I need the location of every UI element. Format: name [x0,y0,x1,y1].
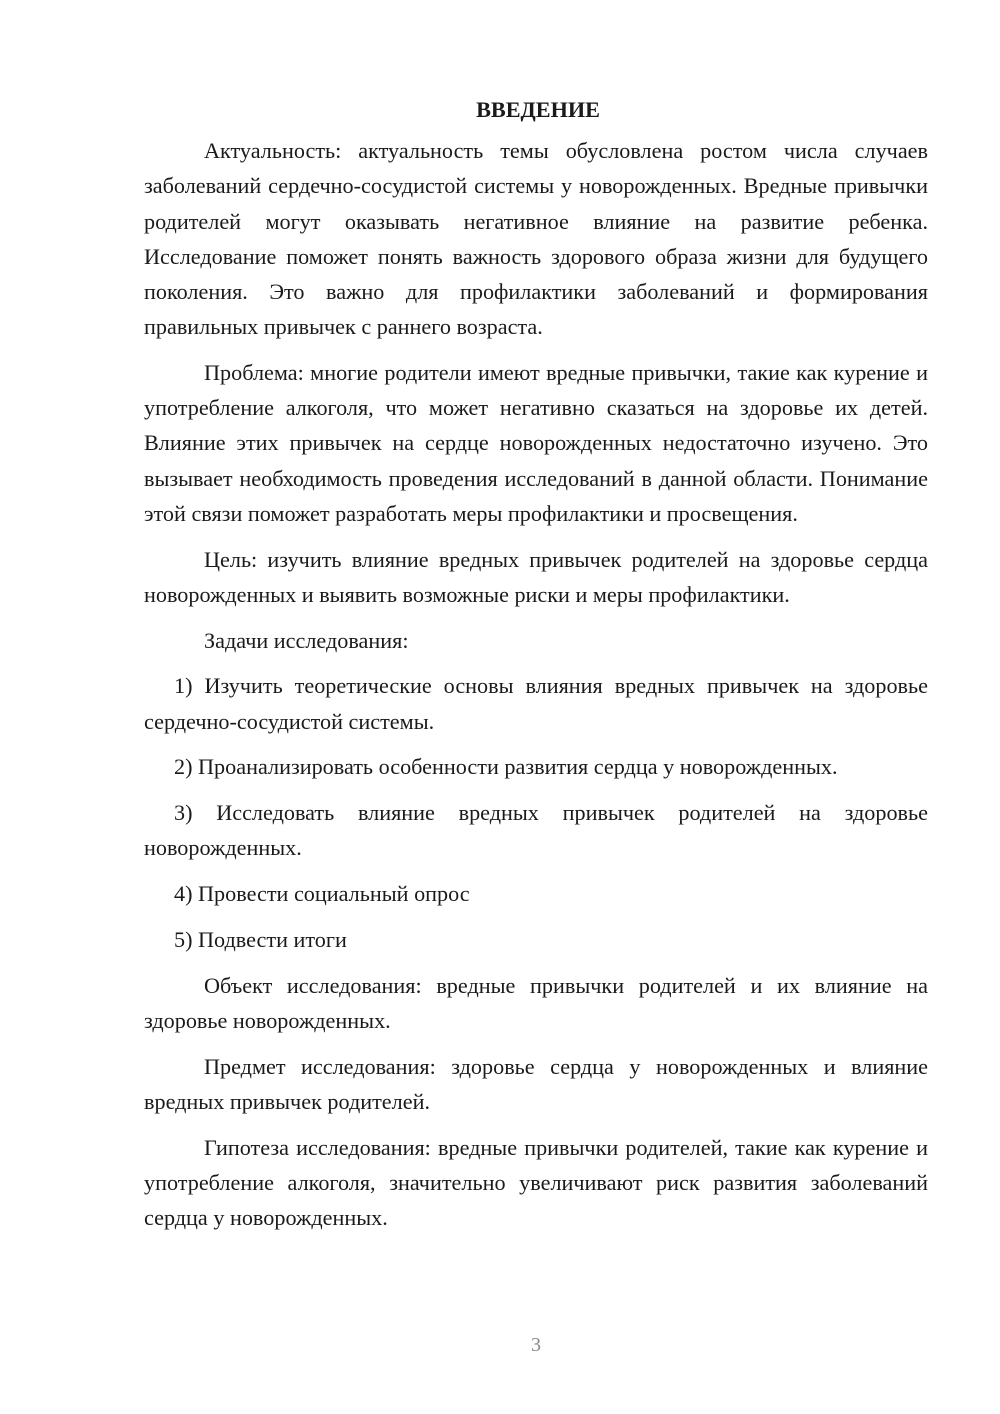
paragraph-relevance: Актуальность: актуальность темы обусловлена ростом числа случаев заболеваний сердечно-сосудистой системы у новорожденных. Вредные привычки родителей могут оказывать негативное влияние на развитие ребенка. Исследование поможет понять важность здорового образа жизни для будущего поколения. Это важно для профилактики заболеваний и формирования правильных привычек с раннего возраста. [144,138,928,340]
task-item: 3) Исследовать влияние вредных привычек родителей на здоровье новорожденных. [144,800,928,861]
task-item: 2) Проанализировать особенности развития сердца у новорожденных. [174,754,838,780]
paragraph-subject: Предмет исследования: здоровье сердца у новорожденных и влияние вредных привычек родителей. [144,1053,928,1115]
paragraph-goal: Цель: изучить влияние вредных привычек родителей на здоровье сердца новорожденных и выявить возможные риски и меры профилактики. [144,546,928,607]
paragraph-object: Объект исследования: вредные привычки родителей и их влияние на здоровье новорожденных. [144,972,928,1034]
task-item: 4) Провести социальный опрос [174,881,470,907]
paragraph-hypothesis: Гипотеза исследования: вредные привычки родителей, такие как курение и употребление алкоголя, значительно увеличивают риск развития заболеваний сердца у новорожденных. [144,1134,928,1231]
task-item: 5) Подвести итоги [174,927,347,953]
page-number: 3 [531,1334,541,1356]
task-item: 1) Изучить теоретические основы влияния вредных привычек на здоровье сердечно-сосудистой системы. [144,673,928,734]
paragraph-problem: Проблема: многие родители имеют вредные привычки, такие как курение и употребление алкоголя, что может негативно сказаться на здоровье их детей. Влияние этих привычек на сердце новорожденных недостаточно изучено. Это вызывает необходимость проведения исследований в данной области. Понимание этой связи поможет разработать меры профилактики и просвещения. [144,360,928,526]
document-body [144,92,928,1246]
page-title: ВВЕДЕНИЕ [476,97,600,122]
tasks-heading: Задачи исследования: [204,627,409,653]
